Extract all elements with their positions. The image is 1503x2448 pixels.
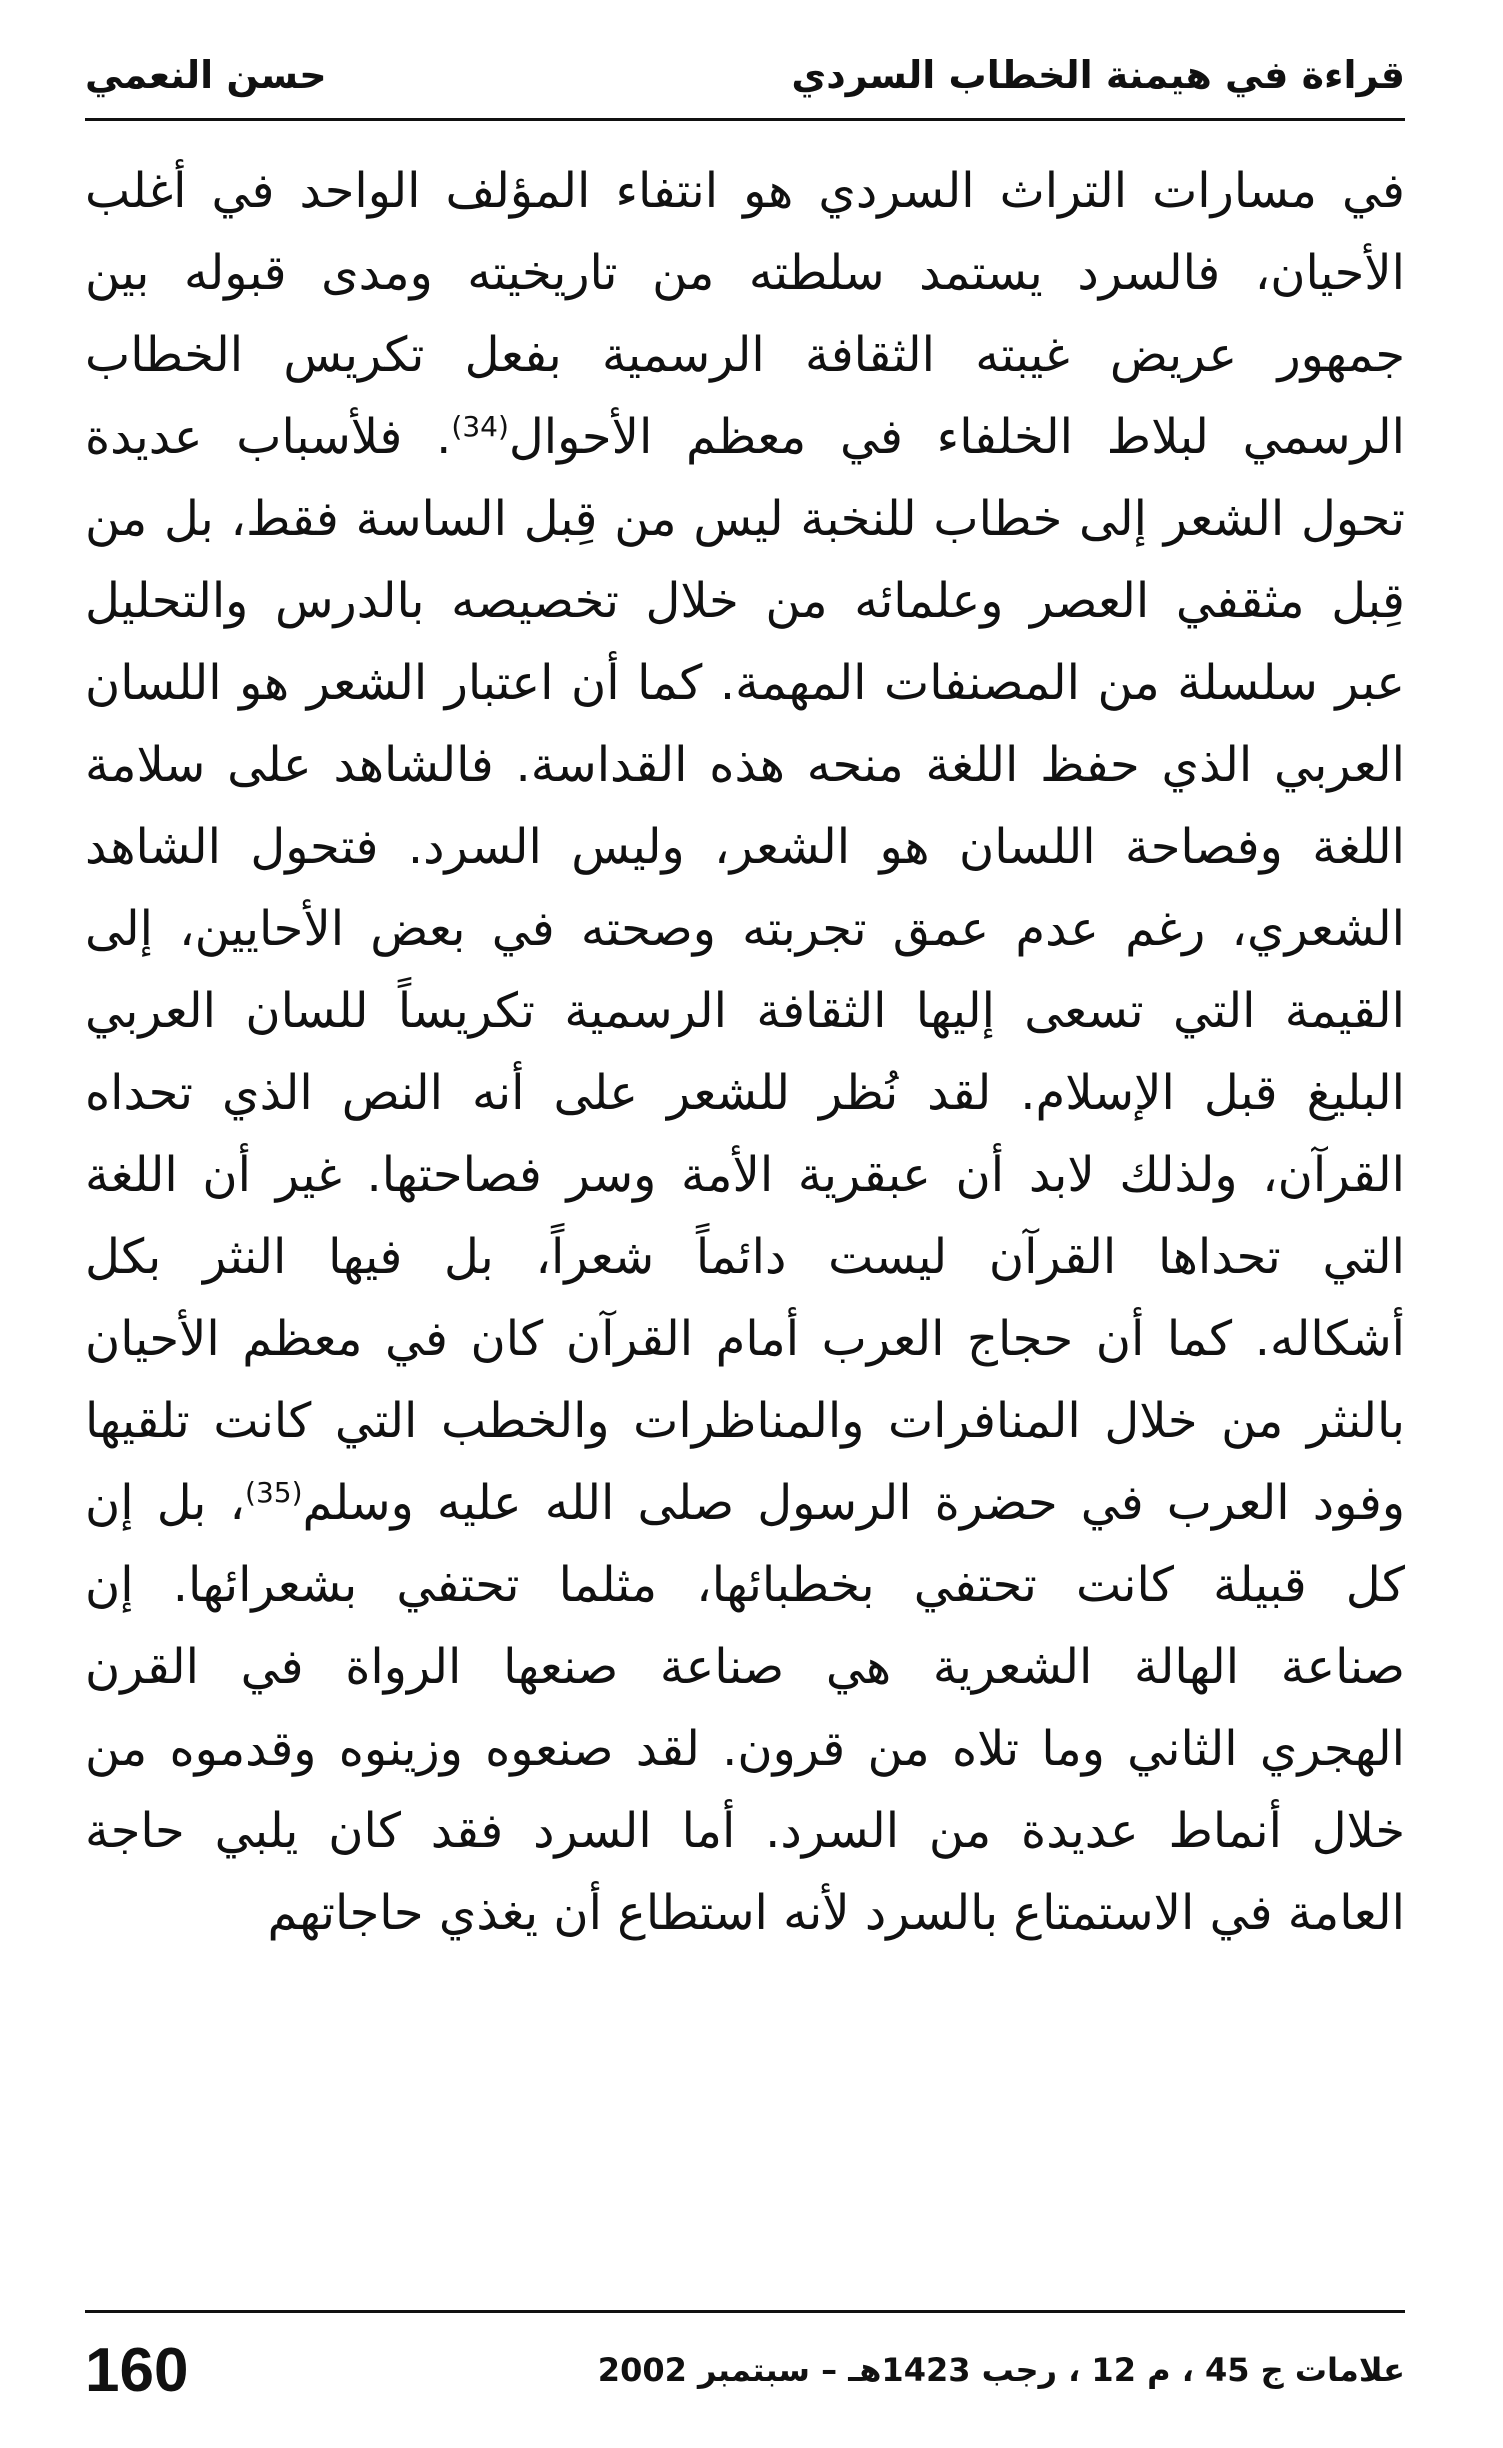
text-line: كل قبيلة كانت تحتفي بخطبائها، مثلما تحتفي بشعرائها. إن <box>85 1557 1405 1613</box>
text-line: القرآن، ولذلك لابد أن عبقرية الأمة وسر فصاحتها. غير أن اللغة <box>85 1147 1405 1203</box>
text-line: أشكاله. كما أن حجاج العرب أمام القرآن كان في معظم الأحيان <box>85 1311 1405 1367</box>
text-line: صناعة الهالة الشعرية هي صناعة صنعها الرواة في القرن <box>85 1639 1405 1695</box>
text-line: تحول الشعر إلى خطاب للنخبة ليس من قِبل الساسة فقط، بل من <box>85 491 1405 547</box>
footnote-ref-35: (35) <box>245 1476 303 1509</box>
text-line: التي تحداها القرآن ليست دائماً شعراً، بل فيها النثر بكل <box>85 1229 1405 1285</box>
text-line-segment: وفود العرب في حضرة الرسول صلى الله عليه وسلم <box>302 1475 1405 1531</box>
text-line: العربي الذي حفظ اللغة منحه هذه القداسة. فالشاهد على سلامة <box>85 737 1405 793</box>
text-line: القيمة التي تسعى إليها الثقافة الرسمية تكريساً للسان العربي <box>85 983 1405 1039</box>
text-line: اللغة وفصاحة اللسان هو الشعر، وليس السرد. فتحول الشاهد <box>85 819 1405 875</box>
text-line: خلال أنماط عديدة من السرد. أما السرد فقد كان يلبي حاجة <box>85 1803 1405 1859</box>
text-line-segment: . فلأسباب عديدة <box>85 409 452 465</box>
text-line <box>85 1462 1405 1544</box>
text-line: بالنثر من خلال المنافرات والمناظرات والخطب التي كانت تلقيها <box>85 1393 1405 1449</box>
text-line: جمهور عريض غيبته الثقافة الرسمية بفعل تكريس الخطاب <box>85 327 1405 383</box>
text-line: البليغ قبل الإسلام. لقد نُظر للشعر على أنه النص الذي تحداه <box>85 1065 1405 1121</box>
text-line <box>85 396 1405 478</box>
body-text <box>85 150 1405 1954</box>
text-line: الشعري، رغم عدم عمق تجربته وصحته في بعض الأحايين، إلى <box>85 901 1405 957</box>
footnote-ref-34: (34) <box>451 410 509 443</box>
text-line: في مسارات التراث السردي هو انتفاء المؤلف الواحد في أغلب <box>85 163 1405 219</box>
footer-divider <box>85 2310 1405 2313</box>
text-line: الهجري الثاني وما تلاه من قرون. لقد صنعوه وزينوه وقدموه من <box>85 1721 1405 1777</box>
text-line: عبر سلسلة من المصنفات المهمة. كما أن اعتبار الشعر هو اللسان <box>85 655 1405 711</box>
text-line: الأحيان، فالسرد يستمد سلطته من تاريخيته ومدى قبوله بين <box>85 245 1405 301</box>
author-name: حسن النعمي <box>85 53 327 97</box>
text-line-segment: الرسمي لبلاط الخلفاء في معظم الأحوال <box>508 409 1405 465</box>
page-header <box>85 40 1405 110</box>
page-number: 160 <box>85 2335 189 2405</box>
text-line-segment: ، بل إن <box>85 1475 246 1531</box>
running-title: قراءة في هيمنة الخطاب السردي <box>791 53 1405 97</box>
page-footer <box>85 2325 1405 2415</box>
header-divider <box>85 118 1405 121</box>
text-line: العامة في الاستمتاع بالسرد لأنه استطاع أن يغذي حاجاتهم <box>267 1885 1405 1941</box>
journal-citation: علامات ج 45 ، م 12 ، رجب 1423هـ – سبتمبر 2002 <box>597 2351 1405 2389</box>
text-line: قِبل مثقفي العصر وعلمائه من خلال تخصيصه بالدرس والتحليل <box>85 573 1405 629</box>
